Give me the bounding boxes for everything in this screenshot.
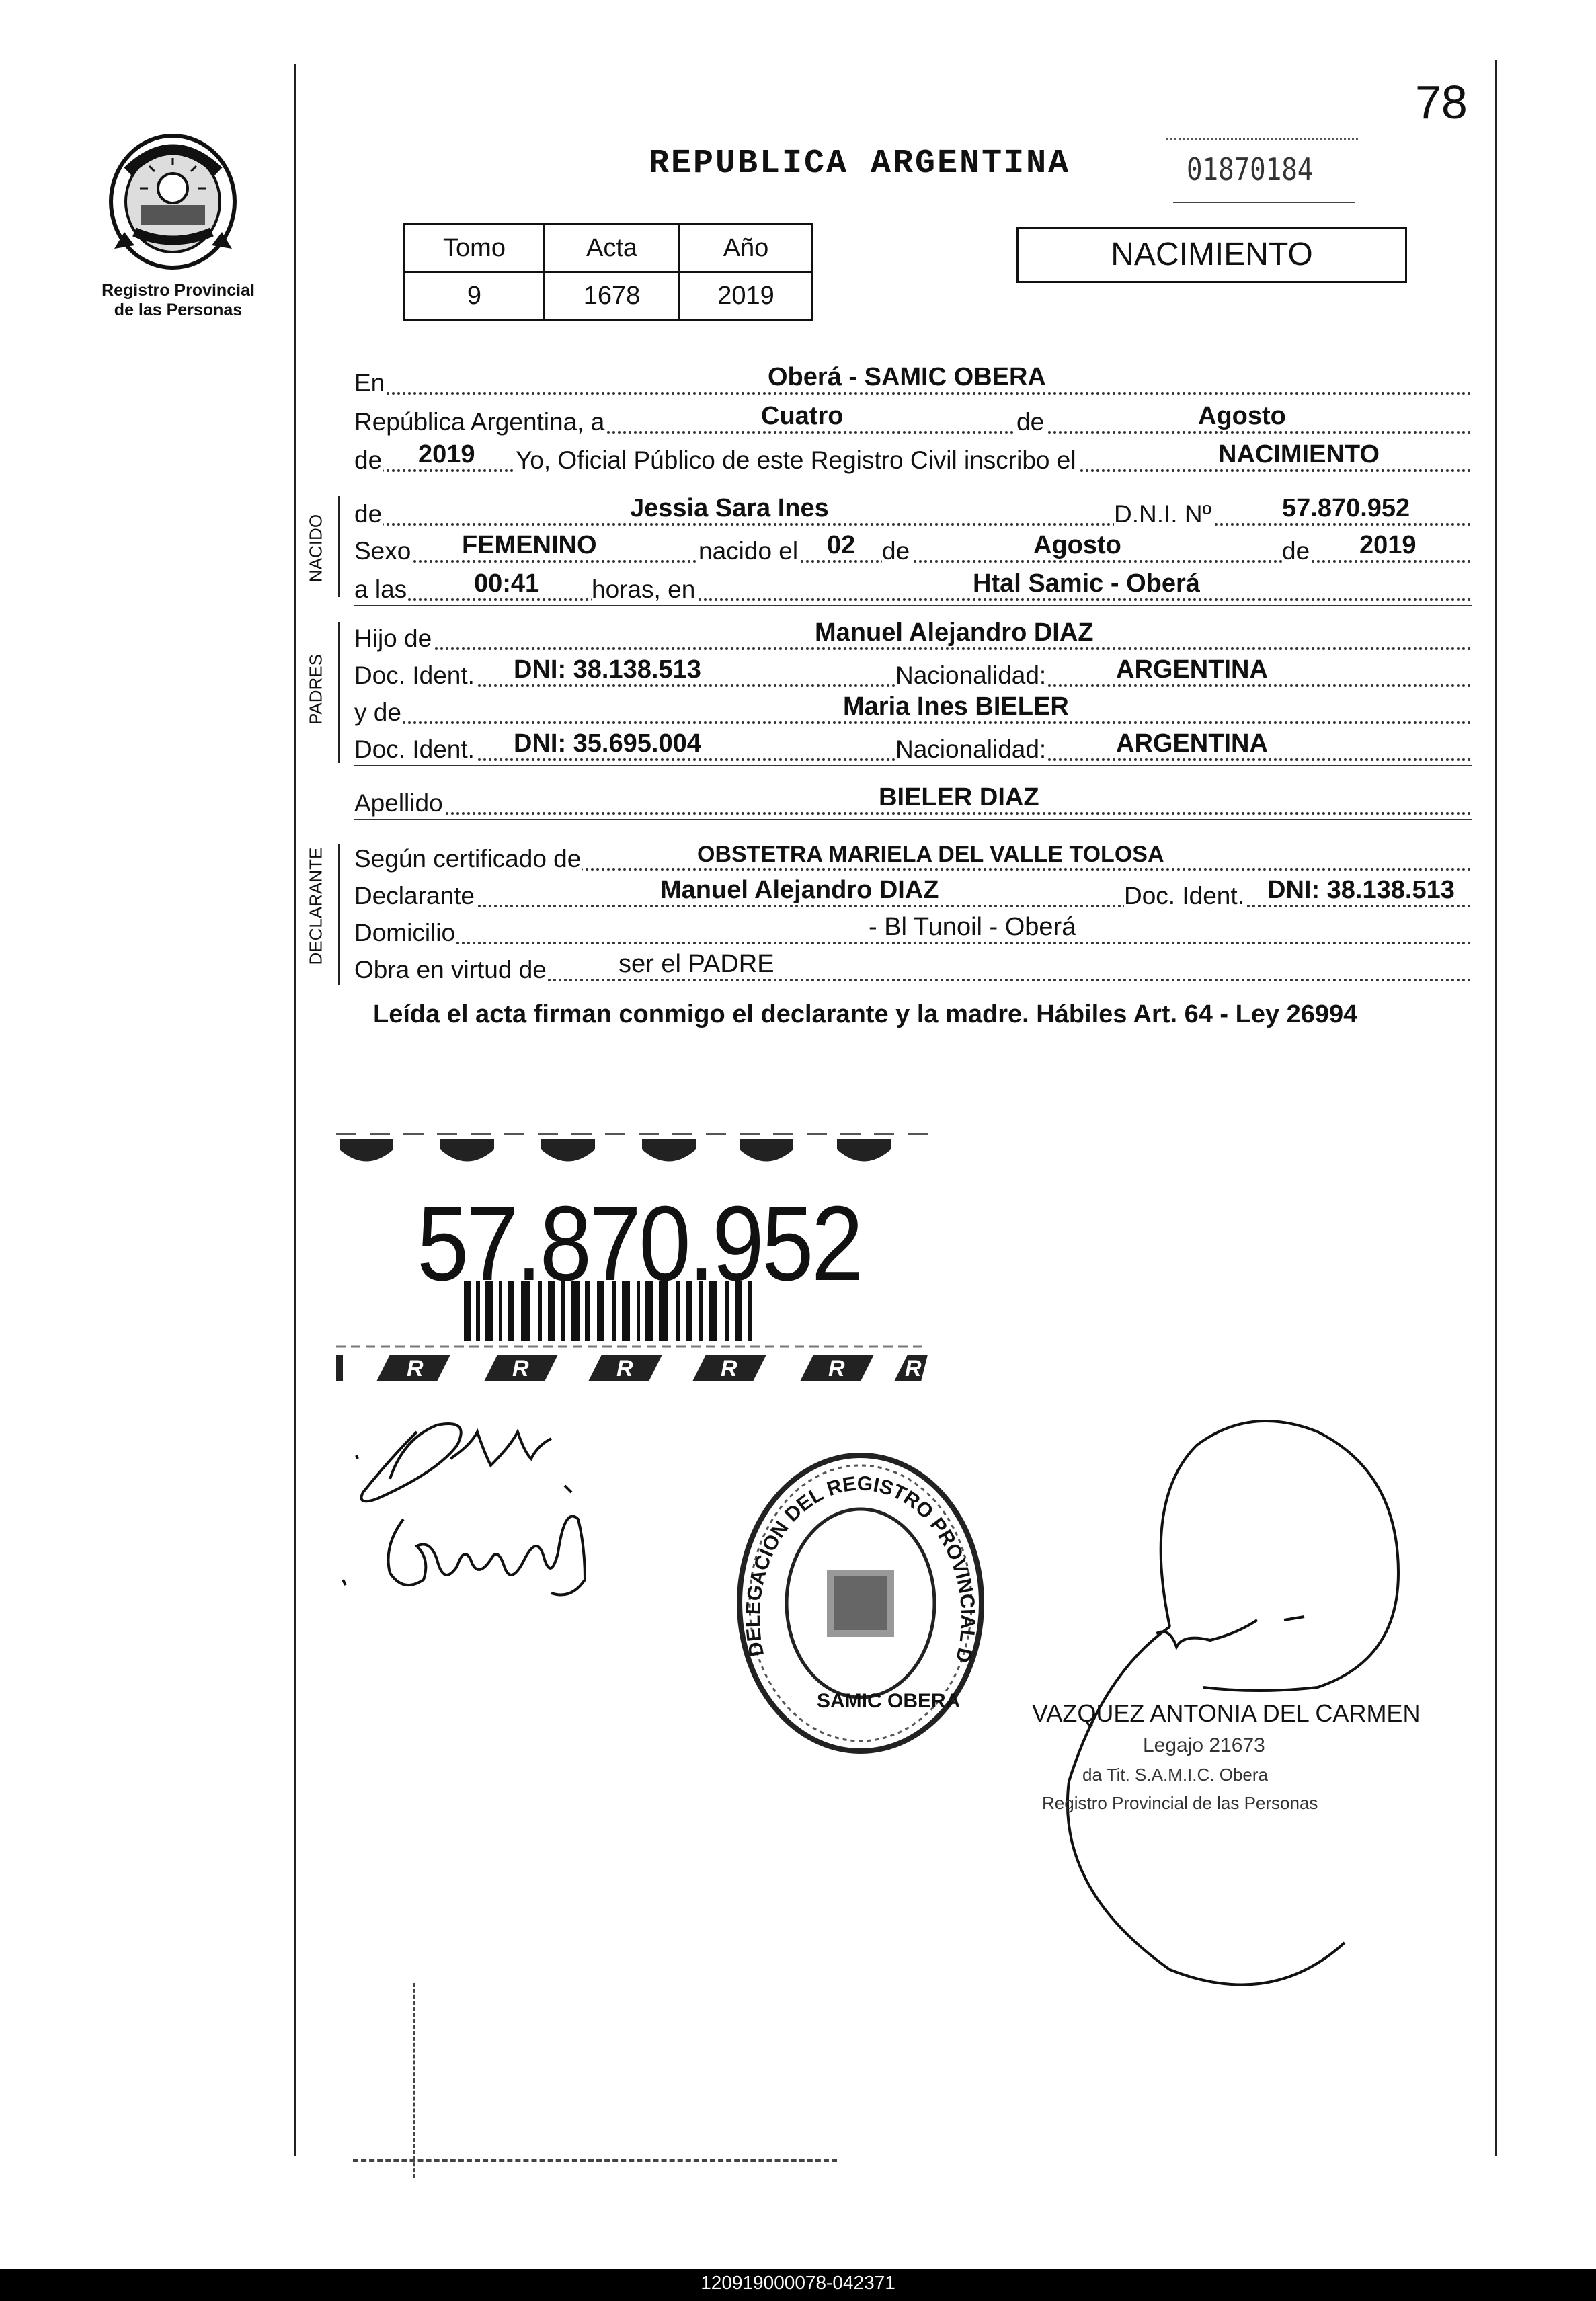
value-birth-place: Htal Samic - Oberá bbox=[973, 569, 1200, 598]
header-tomo: Tomo bbox=[405, 225, 545, 272]
serial-underline bbox=[1173, 202, 1355, 203]
value-domicilio: - Bl Tunoil - Oberá bbox=[869, 913, 1076, 941]
document-type-box: NACIMIENTO bbox=[1016, 227, 1407, 283]
value-inscribo: NACIMIENTO bbox=[1218, 440, 1380, 469]
label-nacido-el: nacido el bbox=[699, 537, 799, 565]
value-declarante-doc: DNI: 38.138.513 bbox=[1267, 876, 1455, 904]
header-ano: Año bbox=[680, 225, 813, 272]
value-declarante: Manuel Alejandro DIAZ bbox=[660, 876, 939, 904]
serial-decoration bbox=[1166, 138, 1358, 141]
svg-text:R: R bbox=[828, 1356, 845, 1381]
value-father: Manuel Alejandro DIAZ bbox=[815, 618, 1094, 647]
value-certificate: OBSTETRA MARIELA DEL VALLE TOLOSA bbox=[697, 842, 1164, 867]
label-de-month: de bbox=[882, 537, 910, 565]
page-number: 78 bbox=[1415, 76, 1468, 128]
label-de-year: de bbox=[1282, 537, 1310, 565]
value-child-dni: 57.870.952 bbox=[1282, 494, 1410, 522]
label-declarante: Declarante bbox=[354, 882, 475, 910]
section-label-padres: PADRES bbox=[305, 654, 326, 725]
row-y-de bbox=[354, 692, 1472, 729]
label-de: de bbox=[354, 500, 383, 528]
value-month: Agosto bbox=[1198, 402, 1286, 430]
label-obra: Obra en virtud de bbox=[354, 956, 547, 983]
official-seal bbox=[726, 1442, 995, 1765]
label-de2: de bbox=[354, 446, 383, 474]
value-place: Oberá - SAMIC OBERA bbox=[768, 363, 1046, 391]
row-nacido-name bbox=[354, 494, 1472, 531]
row-obra bbox=[354, 950, 1472, 987]
value-birth-day: 02 bbox=[827, 531, 856, 559]
svg-text:R: R bbox=[616, 1356, 633, 1381]
row-hora bbox=[354, 569, 1472, 606]
registry-table bbox=[403, 223, 813, 321]
closing-statement: Leída el acta firman conmigo el declarante y la madre. Hábiles Art. 64 - Ley 26994 bbox=[373, 1000, 1358, 1028]
svg-text:R: R bbox=[512, 1356, 529, 1381]
official-registry: Registro Provincial de las Personas bbox=[1042, 1793, 1318, 1813]
value-father-nationality: ARGENTINA bbox=[1116, 655, 1268, 684]
value-day-words: Cuatro bbox=[761, 402, 844, 430]
row-republica bbox=[354, 402, 1472, 439]
official-legajo: Legajo 21673 bbox=[1143, 1734, 1265, 1757]
value-tomo: 9 bbox=[405, 272, 545, 320]
left-margin-line bbox=[294, 64, 296, 2156]
label-father-nationality: Nacionalidad: bbox=[895, 661, 1047, 689]
value-acta: 1678 bbox=[545, 272, 680, 320]
official-position: da Tit. S.A.M.I.C. Obera bbox=[1082, 1765, 1268, 1785]
label-father-doc: Doc. Ident. bbox=[354, 661, 475, 689]
label-apellido: Apellido bbox=[354, 789, 443, 817]
value-ano: 2019 bbox=[680, 272, 813, 320]
value-mother-nationality: ARGENTINA bbox=[1116, 729, 1268, 758]
svg-text:R: R bbox=[905, 1356, 922, 1381]
caption-line-2: de las Personas bbox=[114, 300, 243, 319]
row-segun bbox=[354, 842, 1472, 876]
row-declarante bbox=[354, 876, 1472, 913]
footer-code: 120919000078-042371 bbox=[701, 2272, 895, 2293]
svg-text:R: R bbox=[721, 1356, 737, 1381]
row-father-doc bbox=[354, 655, 1472, 692]
label-horas: horas, en bbox=[592, 575, 696, 603]
svg-text:DELEGACION DEL REGISTRO PROVIN: DELEGACION DEL REGISTRO PROVINCIAL D bbox=[742, 1472, 980, 1665]
label-domicilio: Domicilio bbox=[354, 919, 456, 946]
scan-marks bbox=[413, 1983, 418, 2178]
value-father-doc: DNI: 38.138.513 bbox=[514, 655, 701, 684]
label-inscribo: Yo, Oficial Público de este Registro Civil inscribo el bbox=[516, 446, 1076, 474]
province-seal-logo bbox=[101, 131, 245, 272]
section-label-nacido: NACIDO bbox=[305, 514, 326, 583]
label-mother-doc: Doc. Ident. bbox=[354, 735, 475, 763]
value-year: 2019 bbox=[418, 440, 475, 469]
value-time: 00:41 bbox=[474, 569, 540, 598]
value-birth-month: Agosto bbox=[1033, 531, 1121, 559]
value-obra: ser el PADRE bbox=[619, 950, 774, 978]
label-a-las: a las bbox=[354, 575, 407, 603]
label-hijo-de: Hijo de bbox=[354, 624, 432, 652]
label-republica: República Argentina, a bbox=[354, 408, 605, 436]
logo-caption bbox=[81, 281, 276, 320]
label-declarante-doc: Doc. Ident. bbox=[1124, 882, 1244, 910]
serial-number: 01870184 bbox=[1187, 151, 1314, 188]
value-mother-doc: DNI: 35.695.004 bbox=[514, 729, 701, 758]
padres-bracket bbox=[338, 622, 340, 763]
row-apellido bbox=[354, 783, 1472, 820]
row-mother-doc bbox=[354, 729, 1472, 766]
row-domicilio bbox=[354, 913, 1472, 950]
value-sexo: FEMENINO bbox=[462, 531, 597, 559]
svg-text:R: R bbox=[407, 1356, 424, 1381]
row-sexo bbox=[354, 531, 1472, 568]
dni-sticker-number: 57.870.952 bbox=[417, 1184, 861, 1303]
label-y-de: y de bbox=[354, 698, 401, 726]
label-mother-nationality: Nacionalidad: bbox=[895, 735, 1047, 763]
header-acta: Acta bbox=[545, 225, 680, 272]
bottom-dashes bbox=[353, 2159, 837, 2162]
row-en bbox=[354, 363, 1472, 400]
label-de: de bbox=[1016, 408, 1045, 436]
row-hijo-de bbox=[354, 618, 1472, 655]
official-name: VAZQUEZ ANTONIA DEL CARMEN bbox=[1032, 1699, 1421, 1727]
declarante-bracket bbox=[338, 844, 340, 985]
page-title: REPUBLICA ARGENTINA bbox=[649, 145, 1071, 183]
mother-signature bbox=[336, 1479, 619, 1613]
row-inscribo bbox=[354, 440, 1472, 477]
label-sexo: Sexo bbox=[354, 537, 411, 565]
label-segun: Según certificado de bbox=[354, 845, 582, 873]
value-mother: Maria Ines BIELER bbox=[843, 692, 1069, 721]
value-child-name: Jessia Sara Ines bbox=[630, 494, 829, 522]
caption-line-1: Registro Provincial bbox=[102, 281, 255, 300]
label-dni: D.N.I. Nº bbox=[1114, 500, 1212, 528]
value-birth-year: 2019 bbox=[1359, 531, 1417, 559]
nacido-bracket bbox=[338, 496, 340, 597]
value-apellido: BIELER DIAZ bbox=[879, 783, 1039, 811]
svg-text:SAMIC OBERA: SAMIC OBERA bbox=[817, 1690, 961, 1712]
label-en: En bbox=[354, 369, 385, 397]
section-label-declarante: DECLARANTE bbox=[305, 847, 326, 965]
